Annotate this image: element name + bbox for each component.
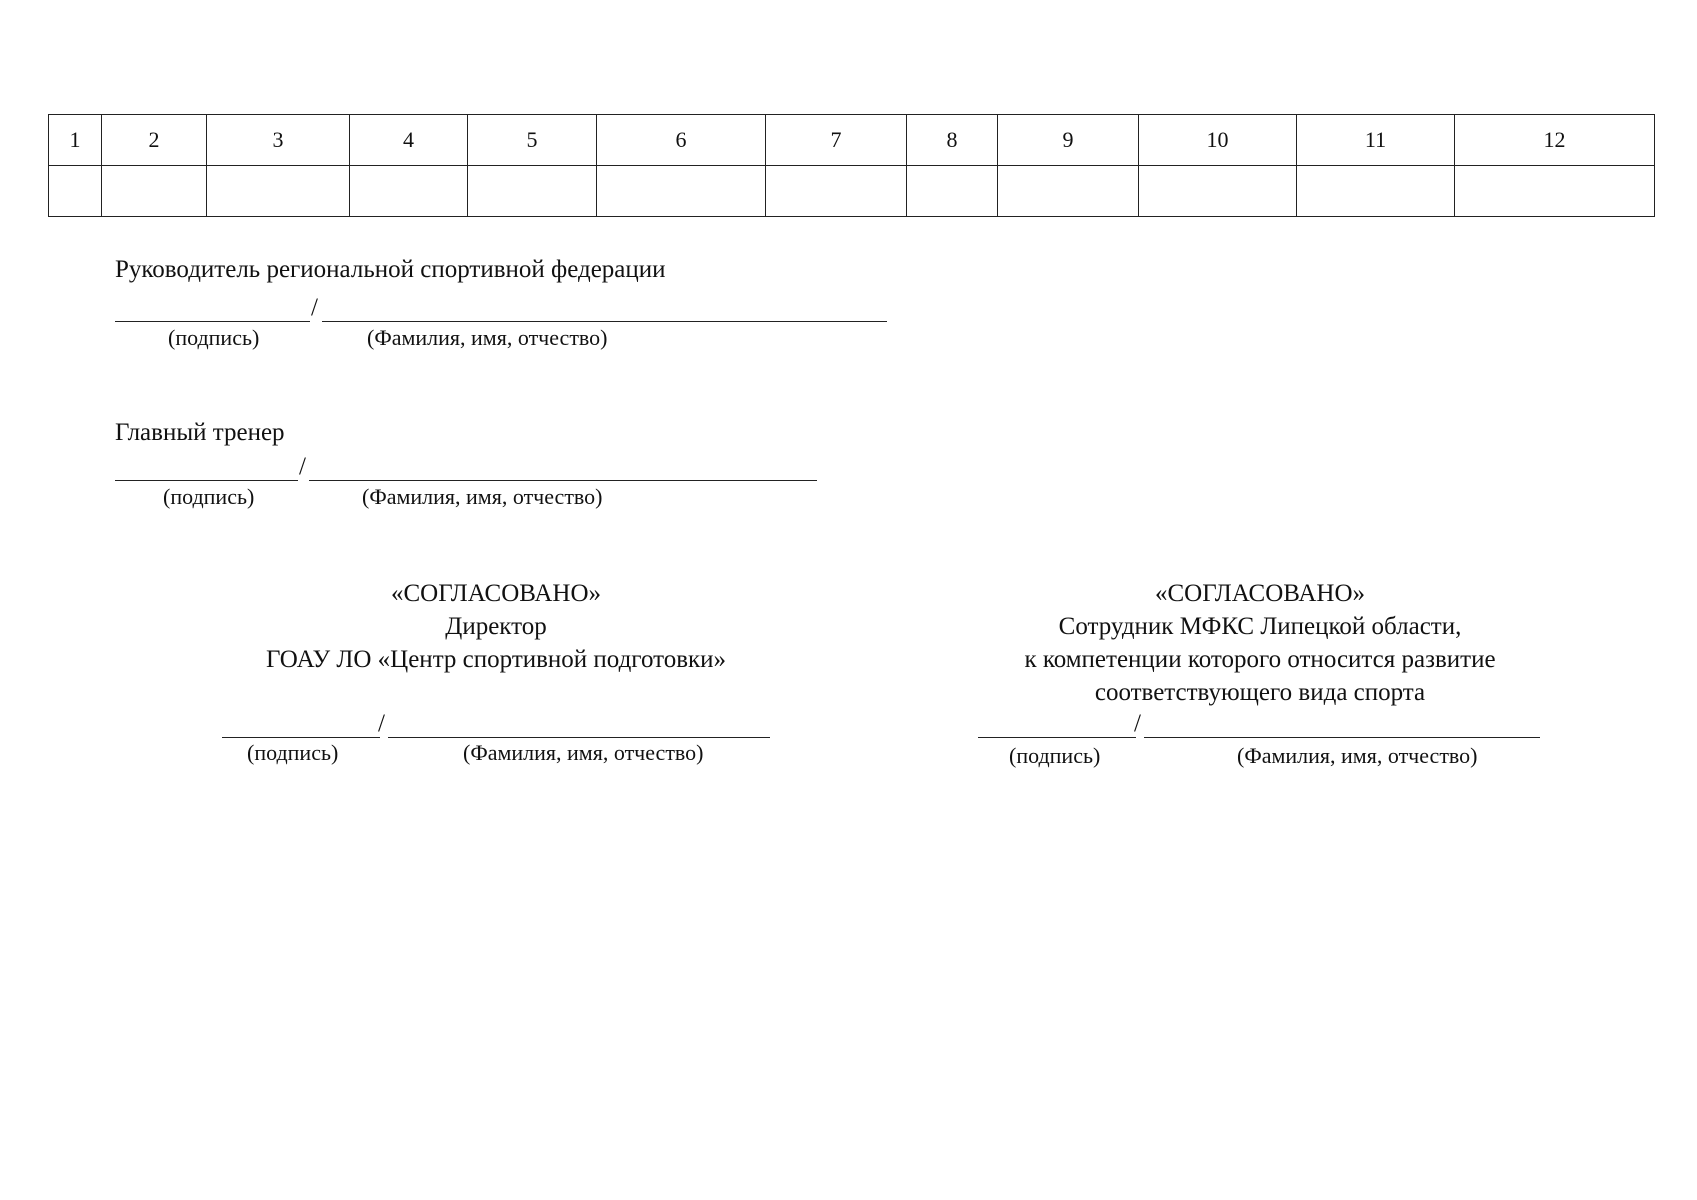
table-header-cell: 8 <box>907 115 998 166</box>
name-caption: (Фамилия, имя, отчество) <box>367 325 608 350</box>
table-cell[interactable] <box>1139 166 1297 217</box>
slash-separator: / <box>378 710 385 737</box>
name-line[interactable] <box>388 737 770 738</box>
signature-caption: (подпись) <box>163 484 255 509</box>
approval-position: Сотрудник МФКС Липецкой области, <box>1058 613 1462 640</box>
table-cell[interactable] <box>998 166 1139 217</box>
name-caption: (Фамилия, имя, отчество) <box>1237 743 1478 768</box>
signature-caption: (подпись) <box>247 740 339 765</box>
table-cell[interactable] <box>597 166 766 217</box>
approval-description: к компетенции которого относится развитие <box>1024 646 1496 673</box>
approval-text <box>196 577 796 676</box>
table-cell[interactable] <box>907 166 998 217</box>
approval-position: Директор <box>445 613 547 640</box>
approval-organization: ГОАУ ЛО «Центр спортивной подготовки» <box>265 646 727 673</box>
name-caption: (Фамилия, имя, отчество) <box>463 740 704 765</box>
approval-heading: «СОГЛАСОВАНО» <box>1154 580 1366 607</box>
table-header-cell: 5 <box>468 115 597 166</box>
signature-line[interactable] <box>115 321 310 322</box>
table-header-cell: 11 <box>1297 115 1455 166</box>
signature-caption: (подпись) <box>1009 743 1101 768</box>
table-header-cell: 3 <box>207 115 350 166</box>
signature-caption: (подпись) <box>168 325 260 350</box>
table-header-cell: 2 <box>102 115 207 166</box>
signature-line[interactable] <box>222 737 380 738</box>
table-row <box>49 166 1655 217</box>
slash-separator: / <box>1134 710 1141 737</box>
table-header-cell: 6 <box>597 115 766 166</box>
signature-title: Главный тренер <box>115 419 285 446</box>
table-cell[interactable] <box>1455 166 1655 217</box>
table-cell[interactable] <box>766 166 907 217</box>
name-line[interactable] <box>1144 737 1540 738</box>
table-cell[interactable] <box>350 166 468 217</box>
table-cell[interactable] <box>102 166 207 217</box>
table-header-cell: 9 <box>998 115 1139 166</box>
signature-title: Руководитель региональной спортивной федерации <box>115 256 666 283</box>
table-cell[interactable] <box>468 166 597 217</box>
signature-line[interactable] <box>978 737 1136 738</box>
table-header-cell: 7 <box>766 115 907 166</box>
signature-line[interactable] <box>115 480 298 481</box>
table-header-row <box>49 115 1655 166</box>
approval-description: соответствующего вида спорта <box>1094 679 1426 706</box>
table-cell[interactable] <box>49 166 102 217</box>
table-header-cell: 4 <box>350 115 468 166</box>
data-table <box>48 114 1655 217</box>
table-cell[interactable] <box>207 166 350 217</box>
approval-text <box>940 577 1580 709</box>
table-header-cell: 10 <box>1139 115 1297 166</box>
slash-separator: / <box>311 294 318 321</box>
name-line[interactable] <box>322 321 887 322</box>
approval-heading: «СОГЛАСОВАНО» <box>390 580 602 607</box>
table-cell[interactable] <box>1297 166 1455 217</box>
name-caption: (Фамилия, имя, отчество) <box>362 484 603 509</box>
table-header-cell: 12 <box>1455 115 1655 166</box>
table-header-cell: 1 <box>49 115 102 166</box>
slash-separator: / <box>299 453 306 480</box>
name-line[interactable] <box>309 480 817 481</box>
